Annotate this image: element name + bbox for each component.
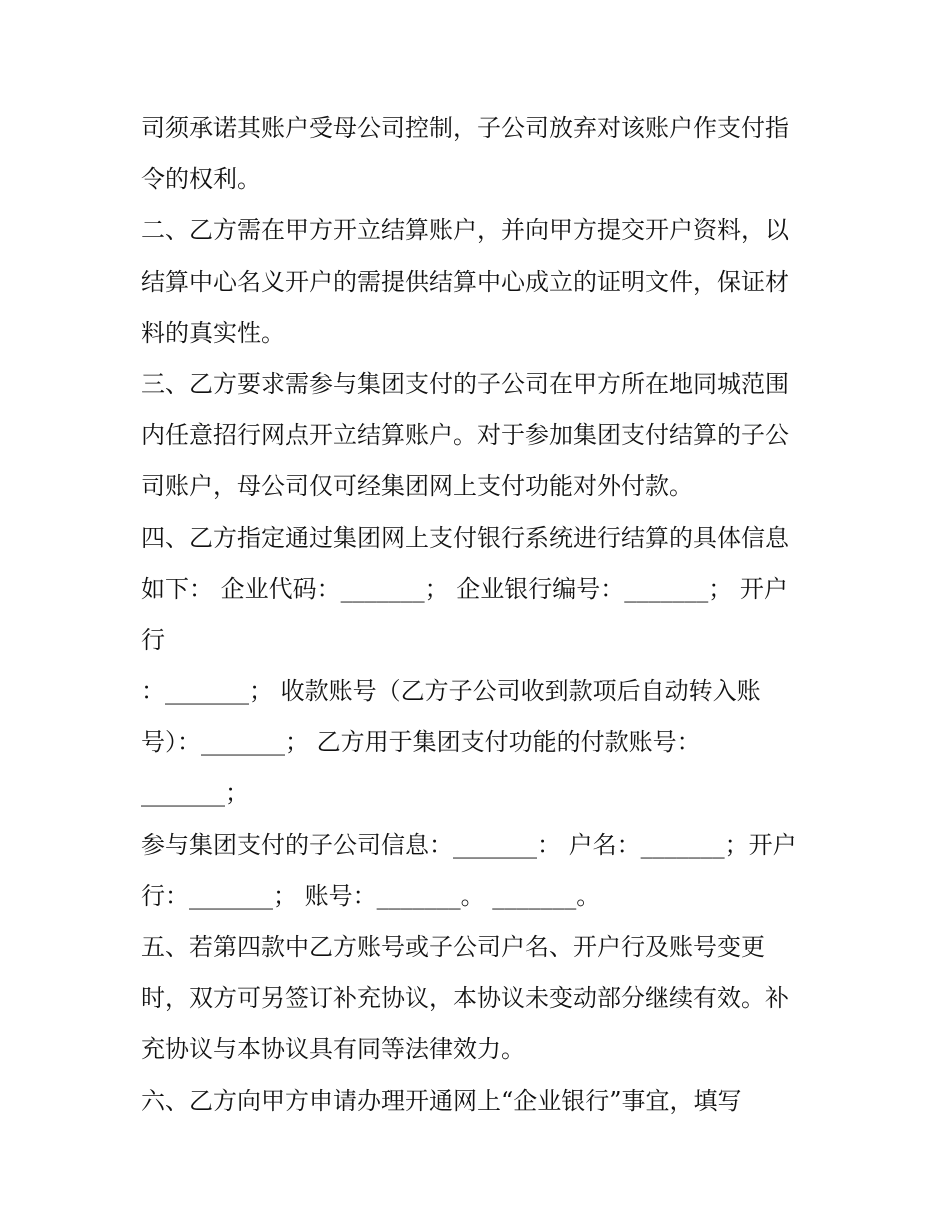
text-line: 三、乙方要求需参与集团支付的子公司在甲方所在地同城范围 <box>141 369 789 398</box>
text-line: 号）：_______； 乙方用于集团支付功能的付款账号： <box>141 728 701 757</box>
text-line: _______； <box>141 779 249 808</box>
text-line: 参与集团支付的子公司信息：_______： 户名：_______；开户 <box>141 830 797 859</box>
text-line: 料的真实性。 <box>141 318 285 347</box>
text-line: 内任意招行网点开立结算账户。对于参加集团支付结算的子公 <box>141 421 789 450</box>
text-line: 六、乙方向甲方申请办理开通网上“企业银行”事宜，填写 <box>141 1086 742 1115</box>
text-line: 二、乙方需在甲方开立结算账户，并向甲方提交开户资料，以 <box>141 216 789 245</box>
text-line: 令的权利。 <box>141 165 261 194</box>
text-line: ：_______； 收款账号（乙方子公司收到款项后自动转入账 <box>141 677 761 706</box>
document-body <box>141 103 821 1127</box>
text-line: 结算中心名义开户的需提供结算中心成立的证明文件，保证材 <box>141 267 789 296</box>
text-line: 如下： 企业代码：_______； 企业银行编号：_______； 开户 <box>141 574 788 603</box>
text-line: 行：_______； 账号：_______。 _______。 <box>141 881 601 910</box>
text-line: 行 <box>141 625 165 654</box>
text-line: 五、若第四款中乙方账号或子公司户名、开户行及账号变更 <box>141 933 765 961</box>
text-line: 充协议与本协议具有同等法律效力。 <box>141 1035 525 1064</box>
text-line: 四、乙方指定通过集团网上支付银行系统进行结算的具体信息 <box>141 523 789 552</box>
text-line: 司须承诺其账户受母公司控制，子公司放弃对该账户作支付指 <box>141 114 789 142</box>
text-line: 司账户，母公司仅可经集团网上支付功能对外付款。 <box>141 472 693 501</box>
text-line: 时，双方可另签订补充协议，本协议未变动部分继续有效。补 <box>141 984 789 1013</box>
